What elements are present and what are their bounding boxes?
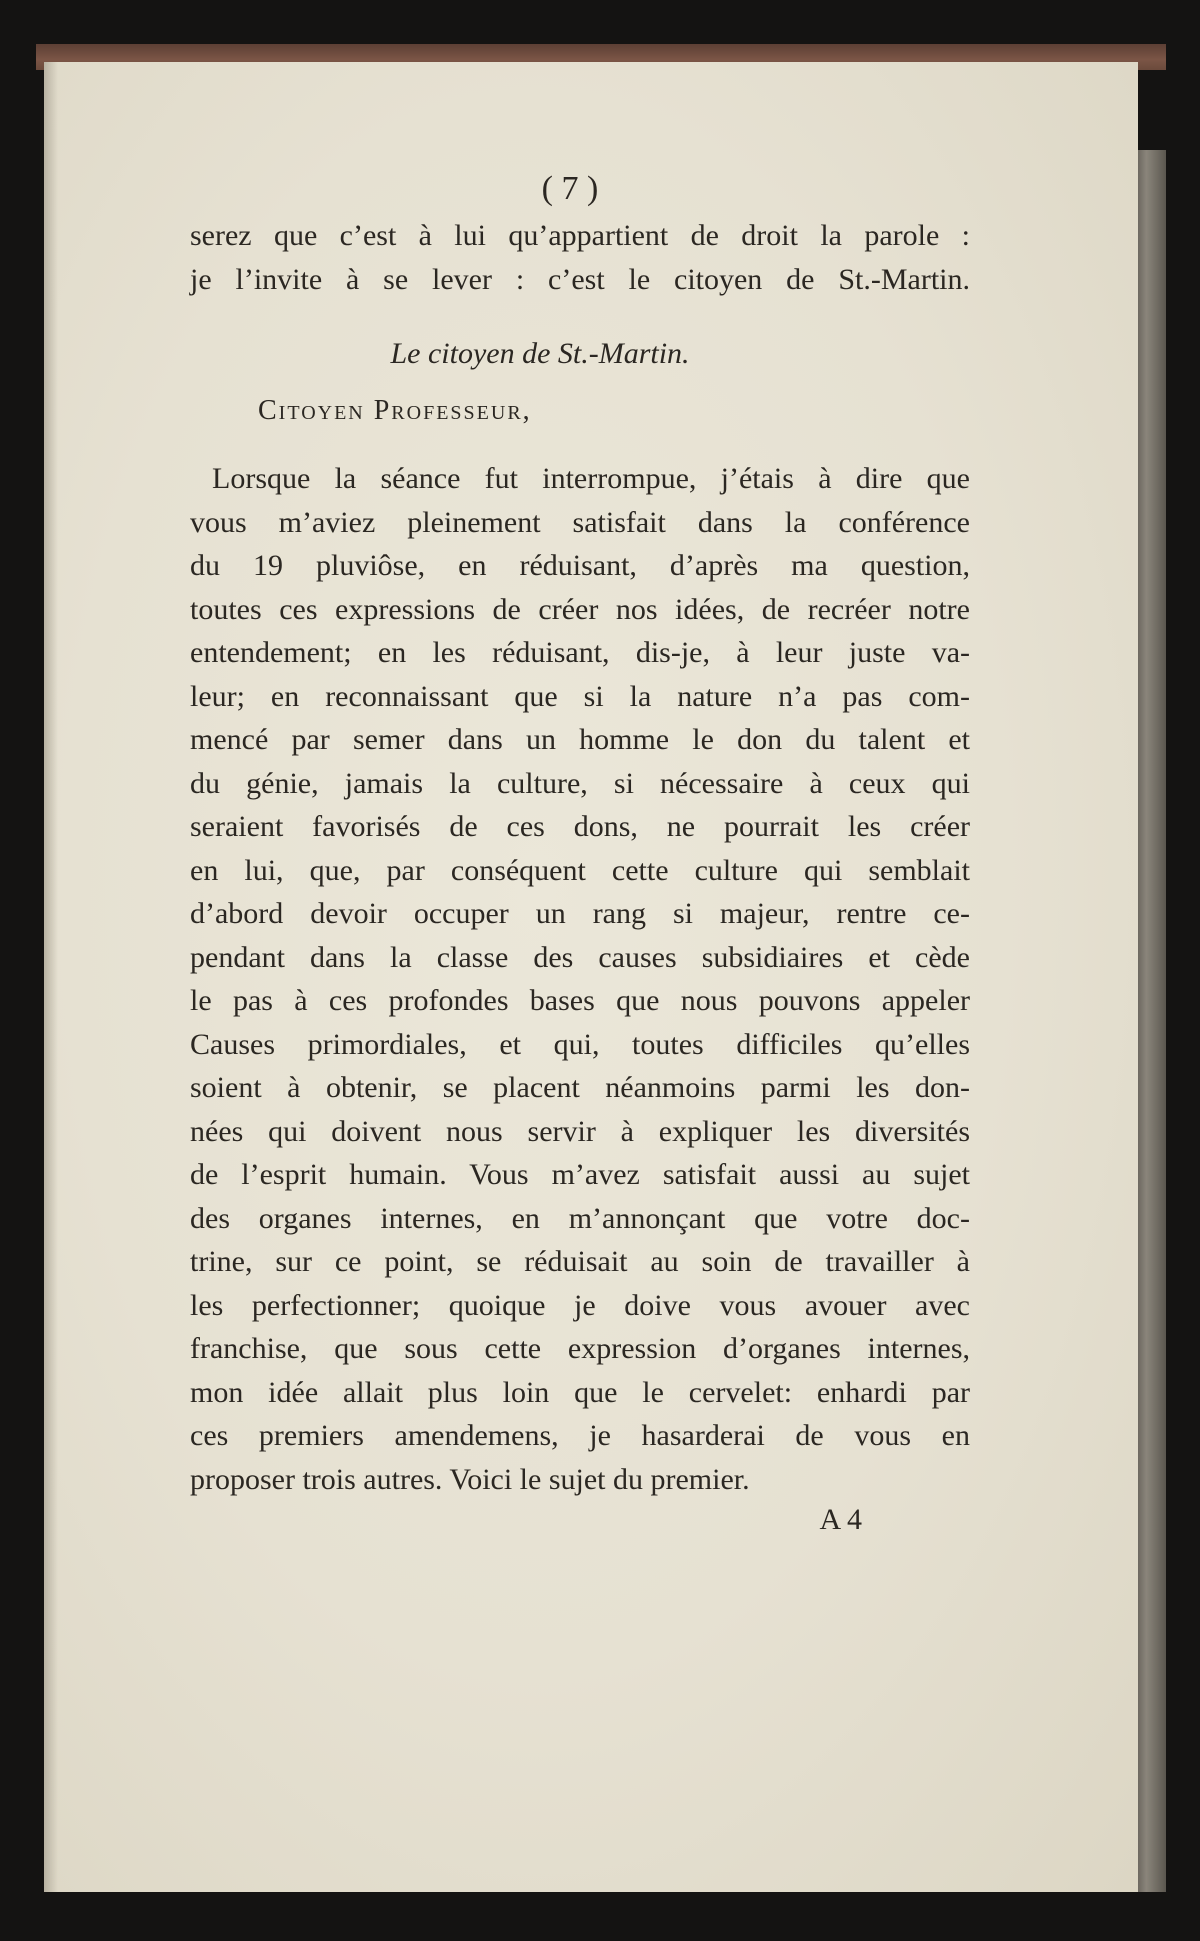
- text-line: toutes ces expressions de créer nos idées, de recréer notre: [190, 592, 970, 626]
- text-line: soient à obtenir, se placent néanmoins parmi les don-: [190, 1071, 970, 1104]
- text-line: vous m’aviez pleinement satisfait dans la conférence: [190, 505, 970, 539]
- paragraph: [190, 457, 970, 1501]
- page-text: [190, 170, 970, 1537]
- text-line: leur; en reconnaissant que si la nature n’a pas com-: [190, 679, 970, 713]
- text-line: le pas à ces profondes bases que nous pouvons appeler: [190, 984, 970, 1017]
- text-line: du génie, jamais la culture, si nécessaire à ceux qui: [190, 766, 970, 800]
- text-line: d’abord devoir occuper un rang si majeur, rentre ce-: [190, 897, 970, 930]
- text-line: je l’invite à se lever : c’est le citoyen de St.-Martin.: [190, 262, 970, 296]
- signature-mark: A 4: [819, 1503, 862, 1536]
- text-line: de l’esprit humain. Vous m’avez satisfait aussi au sujet: [190, 1158, 970, 1191]
- text-line: en lui, que, par conséquent cette culture qui semblait: [190, 853, 970, 887]
- text-line: Causes primordiales, et qui, toutes difficiles qu’elles: [190, 1027, 970, 1061]
- gutter-shadow: [44, 62, 58, 1892]
- text-line: du 19 pluviôse, en réduisant, d’après ma question,: [190, 549, 970, 582]
- text-line: trine, sur ce point, se réduisait au soin de travailler à: [190, 1245, 970, 1278]
- book-cover-side-edge: [1138, 150, 1166, 1892]
- text-line: seraient favorisés de ces dons, ne pourrait les créer: [190, 810, 970, 843]
- text-line: ces premiers amendemens, je hasarderai de vous en: [190, 1419, 970, 1452]
- text-line: mon idée allait plus loin que le cervelet: enhardi par: [190, 1375, 970, 1409]
- text-line: les perfectionner; quoique je doive vous avouer avec: [190, 1288, 970, 1322]
- text-line: nées qui doivent nous servir à expliquer les diversités: [190, 1114, 970, 1148]
- page-number: ( 7 ): [541, 170, 599, 207]
- text-line: des organes internes, en m’annonçant que votre doc-: [190, 1201, 970, 1235]
- text-line: proposer trois autres. Voici le sujet du premier.: [190, 1462, 750, 1496]
- salutation: Citoyen Professeur,: [258, 395, 532, 426]
- text-line: serez que c’est à lui qu’appartient de droit la parole :: [190, 219, 970, 252]
- text-line: mencé par semer dans un homme le don du talent et: [190, 723, 970, 756]
- text-line: pendant dans la classe des causes subsidiaires et cède: [190, 940, 970, 974]
- text-line: entendement; en les réduisant, dis-je, à leur juste va-: [190, 636, 970, 669]
- speaker-heading: Le citoyen de St.-Martin.: [390, 337, 690, 370]
- text-line: Lorsque la séance fut interrompue, j’étais à dire que: [212, 462, 970, 495]
- text-line: franchise, que sous cette expression d’organes internes,: [190, 1332, 970, 1365]
